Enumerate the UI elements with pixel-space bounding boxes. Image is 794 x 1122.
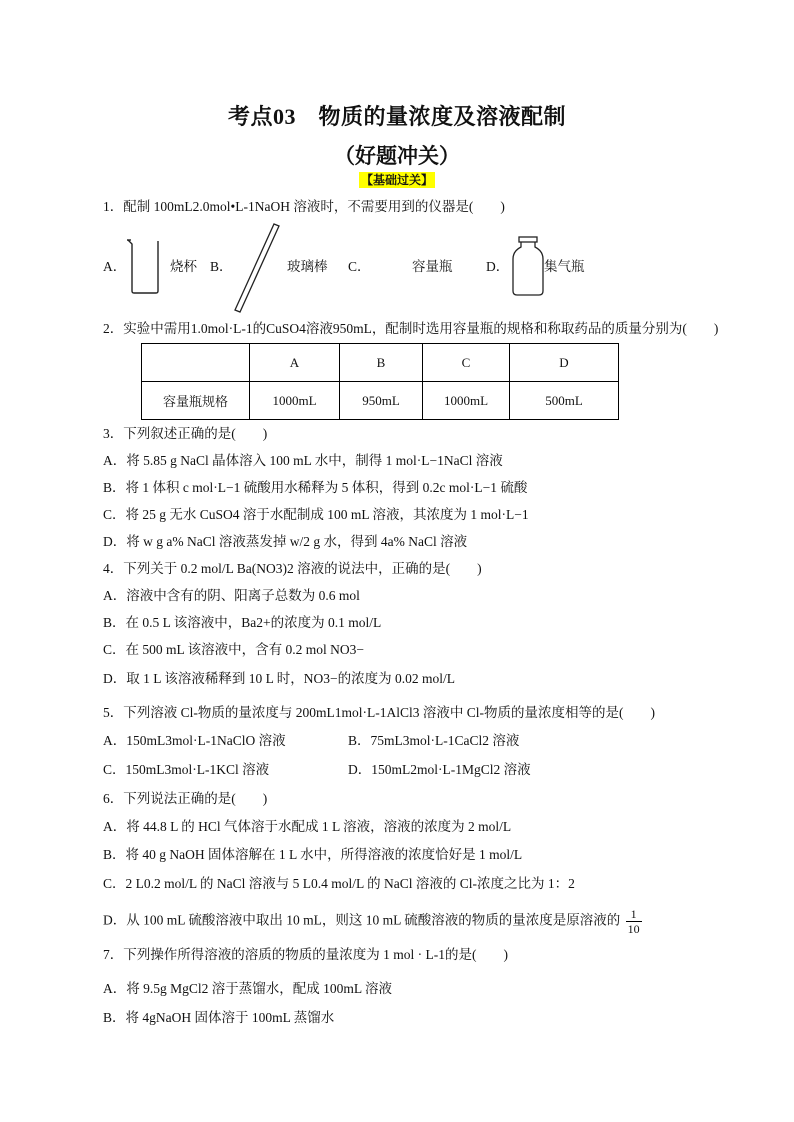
q1-option-d-letter: D．: [486, 259, 510, 274]
q3-option-d: D．将 w g a% NaCl 溶液蒸发掉 w/2 g 水，得到 4a% NaCl 溶液: [103, 534, 468, 549]
q7-option-a: A．将 9.5g MgCl2 溶于蒸馏水，配成 100mL 溶液: [103, 981, 393, 996]
section-badge: 【基础过关】: [360, 173, 433, 187]
q1-option-c-label: 容量瓶: [412, 259, 453, 274]
table-cell: 950mL: [340, 382, 423, 420]
gas-jar-icon: [510, 235, 546, 297]
question-4-stem: 4．下列关于 0.2 mol/L Ba(NO3)2 溶液的说法中，正确的是( ): [103, 561, 482, 576]
question-1-stem: 1．配制 100mL2.0mol•L-1NaOH 溶液时，不需要用到的仪器是( ): [103, 199, 505, 214]
question-3-stem: 3．下列叙述正确的是( ): [103, 426, 268, 441]
q7-option-b: B．将 4gNaOH 固体溶于 100mL 蒸馏水: [103, 1010, 335, 1025]
glass-rod-icon: [232, 222, 282, 314]
q3-option-c: C．将 25 g 无水 CuSO4 溶于水配制成 100 mL 溶液，其浓度为 1 mol·L−1: [103, 507, 529, 522]
table-header-cell: D: [510, 344, 619, 382]
table-row-label: 容量瓶规格: [142, 382, 250, 420]
q5-option-d: D．150mL2mol·L-1MgCl2 溶液: [348, 762, 531, 777]
page-subtitle: （好题冲关）: [334, 144, 460, 168]
q3-option-b: B．将 1 体积 c mol·L−1 硫酸用水稀释为 5 体积，得到 0.2c mol·L−1 硫酸: [103, 480, 528, 495]
q6-option-b: B．将 40 g NaOH 固体溶解在 1 L 水中，所得溶液的浓度恰好是 1 mol/L: [103, 847, 523, 862]
q4-option-a: A．溶液中含有的阴、阳离子总数为 0.6 mol: [103, 588, 360, 603]
one-tenth-fraction: [626, 907, 642, 936]
table-row: [142, 382, 619, 420]
fraction-denominator: 10: [627, 922, 640, 936]
q1-option-a-label: 烧杯: [170, 259, 197, 274]
volumetric-flask-table: [141, 343, 619, 420]
q3-option-a: A．将 5.85 g NaCl 晶体溶入 100 mL 水中，制得 1 mol·L−1NaCl 溶液: [103, 453, 503, 468]
fraction-numerator: 1: [626, 907, 642, 922]
q1-option-b-label: 玻璃棒: [287, 259, 328, 274]
q6-option-d: D．从 100 mL 硫酸溶液中取出 10 mL，则这 10 mL 硫酸溶液的物质的量浓度是原溶液的: [103, 912, 621, 928]
question-6-stem: 6．下列说法正确的是( ): [103, 791, 268, 806]
question-5-stem: 5．下列溶液 Cl-物质的量浓度与 200mL1mol·L-1AlCl3 溶液中 Cl-物质的量浓度相等的是( ): [103, 705, 655, 720]
q1-option-d-label: 集气瓶: [544, 259, 585, 274]
q4-option-c: C．在 500 mL 该溶液中，含有 0.2 mol NO3−: [103, 642, 364, 657]
q4-option-b: B．在 0.5 L 该溶液中，Ba2+的浓度为 0.1 mol/L: [103, 615, 382, 630]
q1-option-c-letter: C．: [348, 259, 371, 274]
q5-option-c: C．150mL3mol·L-1KCl 溶液: [103, 762, 270, 777]
question-7-stem: 7．下列操作所得溶液的溶质的物质的量浓度为 1 mol · L-1的是( ): [103, 947, 508, 962]
table-cell: 1000mL: [250, 382, 340, 420]
table-header-cell: C: [423, 344, 510, 382]
table-header-cell: [142, 344, 250, 382]
table-cell: 1000mL: [423, 382, 510, 420]
beaker-icon: [126, 237, 164, 295]
table-header-cell: A: [250, 344, 340, 382]
table-header-cell: B: [340, 344, 423, 382]
table-cell: 500mL: [510, 382, 619, 420]
q4-option-d: D．取 1 L 该溶液稀释到 10 L 时，NO3−的浓度为 0.02 mol/L: [103, 671, 455, 686]
question-2-stem: 2．实验中需用1.0mol·L-1的CuSO4溶液950mL，配制时选用容量瓶的规格和称取药品的质量分别为( ): [103, 321, 719, 336]
q5-option-b: B．75mL3mol·L-1CaCl2 溶液: [348, 733, 520, 748]
table-header-row: [142, 344, 619, 382]
q5-option-a: A．150mL3mol·L-1NaClO 溶液: [103, 733, 286, 748]
page-title: 考点03 物质的量浓度及溶液配制: [227, 104, 566, 129]
q6-option-a: A．将 44.8 L 的 HCl 气体溶于水配成 1 L 溶液，溶液的浓度为 2 mol/L: [103, 819, 512, 834]
q1-option-b-letter: B．: [210, 259, 233, 274]
q6-option-c: C．2 L0.2 mol/L 的 NaCl 溶液与 5 L0.4 mol/L 的 NaCl 溶液的 Cl-浓度之比为 1：2: [103, 876, 575, 891]
q1-option-a-letter: A．: [103, 259, 127, 274]
q6-option-d-row: [103, 907, 642, 936]
